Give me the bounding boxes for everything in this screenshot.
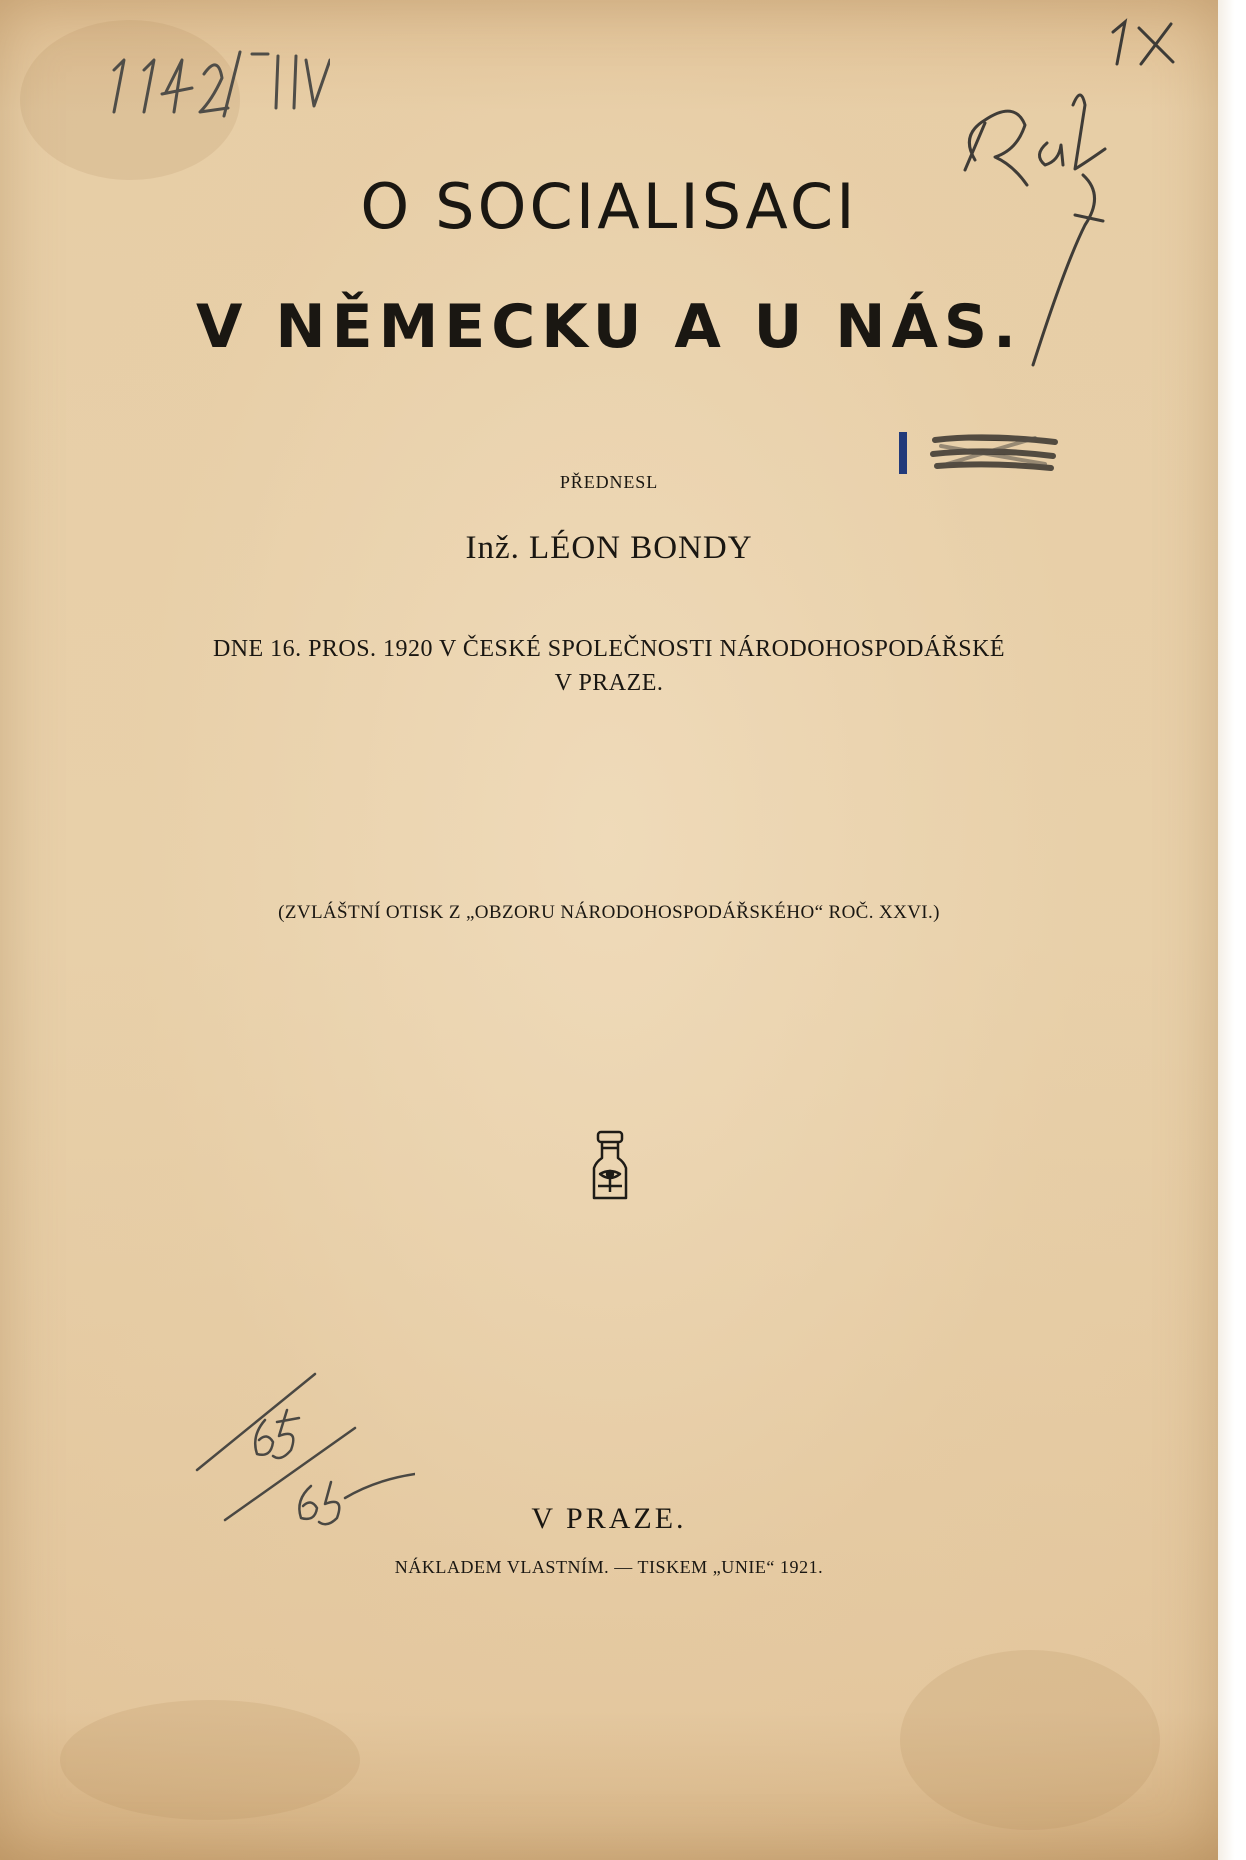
publisher-emblem-icon (584, 1128, 636, 1202)
author-name: Inž. LÉON BONDY (465, 530, 753, 566)
paper-stain (20, 20, 240, 180)
imprint-line: NÁKLADEM VLASTNÍM. — TISKEM „UNIE“ 1921. (394, 1557, 824, 1577)
reprint-note: (ZVLÁŠTNÍ OTISK Z „OBZORU NÁRODOHOSPODÁŘSKÉHO“ ROČ. XXVI.) (278, 902, 940, 923)
publication-place: V PRAZE. (531, 1502, 687, 1535)
occasion-line-1: DNE 16. PROS. 1920 V ČESKÉ SPOLEČNOSTI NÁRODOHOSPODÁŘSKÉ (212, 636, 1006, 662)
occasion-line-2: V PRAZE. (554, 670, 664, 696)
paper-stain (60, 1700, 360, 1820)
title-line-2: V NĚMECKU A U NÁS. (196, 292, 1022, 362)
handwritten-corner-note (1105, 10, 1185, 70)
paper-stain (900, 1650, 1160, 1830)
title-line-1: O SOCIALISACI (360, 170, 858, 243)
presented-by-label: PŘEDNESL (559, 472, 659, 492)
blue-pencil-mark-icon (895, 428, 1065, 478)
scan-margin (1218, 0, 1246, 1860)
